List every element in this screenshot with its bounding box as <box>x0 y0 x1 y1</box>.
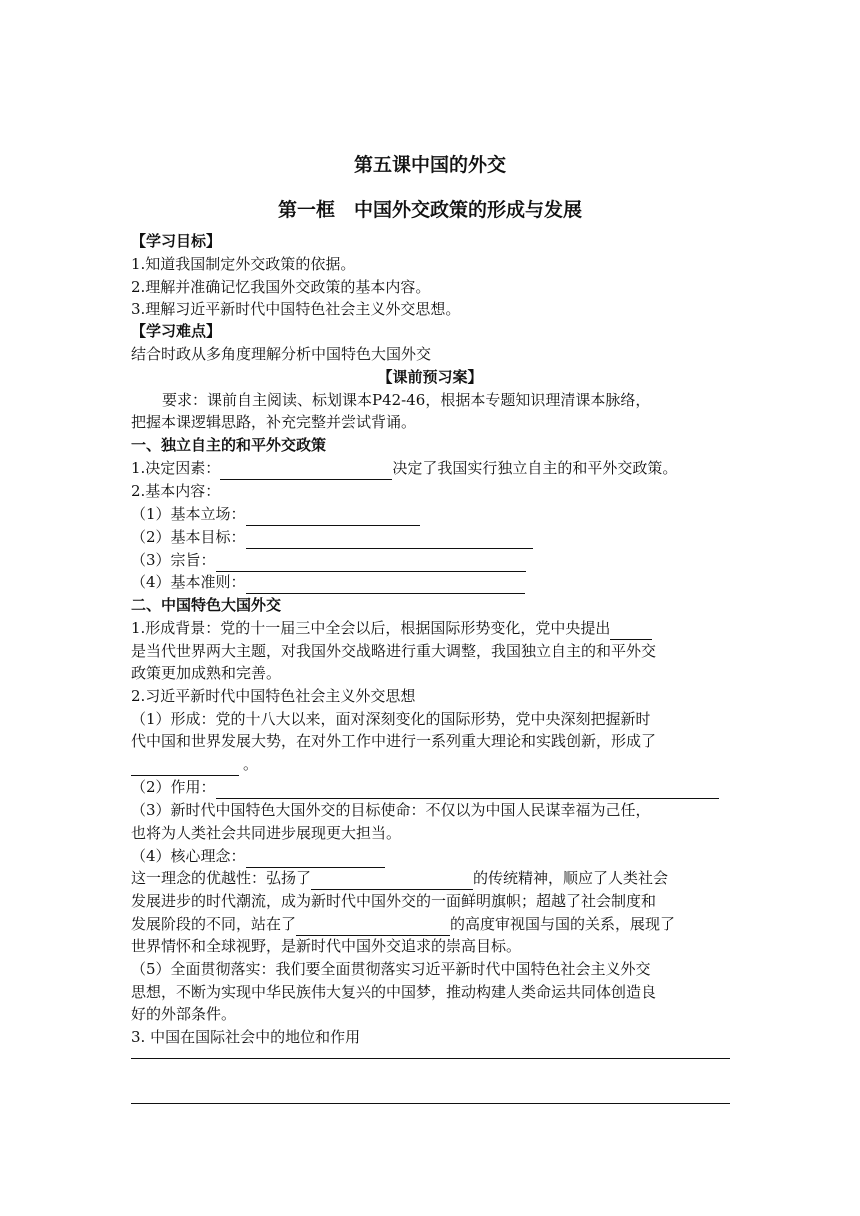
role-blank[interactable] <box>216 781 719 799</box>
advantage-line-1 <box>131 867 668 890</box>
formation-line-3 <box>131 753 258 776</box>
decisive-factor-line <box>131 457 677 480</box>
core-concept-label: （4）核心理念： <box>131 847 246 865</box>
decisive-factor-blank[interactable] <box>220 462 392 480</box>
difficulty-heading: 【学习难点】 <box>131 322 222 340</box>
advantage-line-3 <box>131 913 675 936</box>
requirement-line-2: 把握本课逻辑思路，补充完整并尝试背诵。 <box>131 413 417 431</box>
advantage-line-2: 发展进步的时代潮流，成为新时代中国外交的一面鲜明旗帜；超越了社会制度和 <box>131 892 657 910</box>
section-subtitle: 第一框 中国外交政策的形成与发展 <box>277 199 582 221</box>
advantage-line-4: 世界情怀和全球视野，是新时代中国外交追求的崇高目标。 <box>131 937 522 955</box>
basic-principle-line <box>131 571 525 594</box>
advantage-blank-1[interactable] <box>311 872 473 890</box>
background-line-2: 是当代世界两大主题，对我国外交战略进行重大调整，我国独立自主的和平外交 <box>131 642 657 660</box>
implementation-line-2: 思想，不断为实现中华民族伟大复兴的中国梦，推动构建人类命运共同体创造良 <box>131 983 657 1001</box>
decisive-factor-label: 1.决定因素： <box>131 459 221 477</box>
formation-line-2: 代中国和世界发展大势，在对外工作中进行一系列重大理论和实践创新，形成了 <box>131 732 657 750</box>
purpose-blank[interactable] <box>216 554 526 572</box>
lesson-title: 第五课中国的外交 <box>353 154 506 176</box>
mission-line-1: （3）新时代中国特色大国外交的目标使命：不仅以为中国人民谋幸福为己任， <box>131 801 651 819</box>
core-concept-line <box>131 845 385 868</box>
goal-1: 1.知道我国制定外交政策的依据。 <box>131 255 356 273</box>
advantage-blank-2[interactable] <box>296 918 450 936</box>
section-1-heading: 一、独立自主的和平外交政策 <box>131 436 327 454</box>
purpose-label: （3）宗旨： <box>131 551 216 569</box>
goal-3: 3.理解习近平新时代中国特色社会主义外交思想。 <box>131 300 461 318</box>
basic-goal-label: （2）基本目标： <box>131 528 246 546</box>
background-text-1: 1.形成背景：党的十一届三中全会以后，根据国际形势变化，党中央提出 <box>131 619 611 637</box>
basic-position-line <box>131 503 420 526</box>
status-heading: 3. 中国在国际社会中的地位和作用 <box>131 1028 361 1046</box>
implementation-line-3: 好的外部条件。 <box>131 1005 237 1023</box>
decisive-factor-tail: 决定了我国实行独立自主的和平外交政策。 <box>392 459 678 477</box>
basic-goal-blank[interactable] <box>246 531 533 549</box>
preview-heading: 【课前预习案】 <box>377 368 483 386</box>
formation-blank[interactable] <box>131 758 239 776</box>
diplomacy-thought-heading: 2.习近平新时代中国特色社会主义外交思想 <box>131 687 416 705</box>
basic-principle-label: （4）基本准则： <box>131 573 246 591</box>
goal-2: 2.理解并准确记忆我国外交政策的基本内容。 <box>131 278 431 296</box>
basic-content-label: 2.基本内容： <box>131 482 221 500</box>
basic-position-label: （1）基本立场： <box>131 505 246 523</box>
purpose-line <box>131 549 526 572</box>
background-blank[interactable] <box>610 622 652 640</box>
requirement-line-1: 要求：课前自主阅读、标划课本P42-46，根据本专题知识理清课本脉络， <box>162 391 651 409</box>
basic-goal-line <box>131 526 533 549</box>
basic-position-blank[interactable] <box>246 508 420 526</box>
implementation-line-1: （5）全面贯彻落实：我们要全面贯彻落实习近平新时代中国特色社会主义外交 <box>131 960 651 978</box>
answer-line-1[interactable] <box>131 1058 730 1059</box>
advantage-text-1a: 这一理念的优越性：弘扬了 <box>131 869 312 887</box>
formation-line-1: （1）形成：党的十八大以来，面对深刻变化的国际形势，党中央深刻把握新时 <box>131 710 651 728</box>
answer-line-2[interactable] <box>131 1103 730 1104</box>
background-line-1 <box>131 617 652 640</box>
goals-heading: 【学习目标】 <box>131 232 222 250</box>
basic-principle-blank[interactable] <box>246 576 525 594</box>
section-2-heading: 二、中国特色大国外交 <box>131 596 282 614</box>
advantage-text-1b: 的传统精神，顺应了人类社会 <box>473 869 669 887</box>
advantage-text-3b: 的高度审视国与国的关系，展现了 <box>450 915 676 933</box>
background-line-3: 政策更加成熟和完善。 <box>131 664 282 682</box>
mission-line-2: 也将为人类社会共同进步展现更大担当。 <box>131 824 402 842</box>
role-label: （2）作用： <box>131 778 216 796</box>
advantage-text-3a: 发展阶段的不同，站在了 <box>131 915 297 933</box>
role-line <box>131 776 719 799</box>
difficulty-text: 结合时政从多角度理解分析中国特色大国外交 <box>131 345 432 363</box>
core-concept-blank[interactable] <box>246 850 385 868</box>
formation-tail: 。 <box>243 755 259 773</box>
